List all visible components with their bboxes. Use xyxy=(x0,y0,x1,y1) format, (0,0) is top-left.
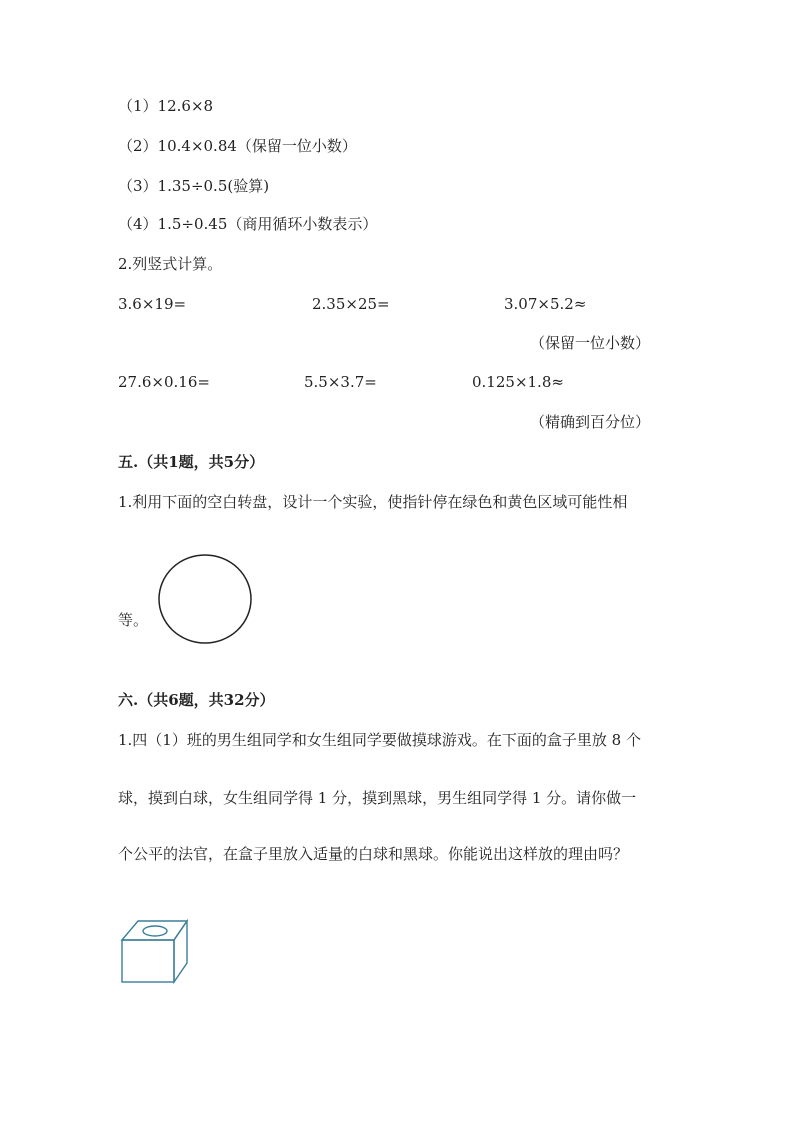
item-4: （4）1.5÷0.45（商用循环小数表示） xyxy=(118,215,378,233)
box-drawing xyxy=(120,918,190,986)
spinner-circle xyxy=(156,552,254,646)
calc-2-35x25: 2.35×25= xyxy=(312,295,390,313)
calc-27-6x0-16: 27.6×0.16= xyxy=(118,373,210,391)
question-2-title: 2.列竖式计算。 xyxy=(118,255,223,273)
calc-5-5x3-7: 5.5×3.7= xyxy=(304,373,377,391)
section-5-heading: 五.（共1题，共5分） xyxy=(118,453,265,471)
section-5-question-1-line-2: 等。 xyxy=(118,611,149,629)
calc-0-125x1-8: 0.125×1.8≈ xyxy=(472,373,564,391)
item-3: （3）1.35÷0.5(验算) xyxy=(118,177,270,195)
section-6-question-1-line-3: 个公平的法官，在盒子里放入适量的白球和黑球。你能说出这样放的理由吗？ xyxy=(118,845,629,863)
section-6-heading: 六.（共6题，共32分） xyxy=(118,691,275,709)
calc-note-hundredths: （精确到百分位） xyxy=(530,413,651,431)
calc-3-6x19: 3.6×19= xyxy=(118,295,187,313)
calc-3-07x5-2: 3.07×5.2≈ xyxy=(504,295,587,313)
item-2: （2）10.4×0.84（保留一位小数） xyxy=(118,137,357,155)
section-6-question-1-line-2: 球，摸到白球，女生组同学得 1 分，摸到黑球，男生组同学得 1 分。请你做一 xyxy=(118,789,637,807)
section-6-question-1-line-1: 1.四（1）班的男生组同学和女生组同学要做摸球游戏。在下面的盒子里放 8 个 xyxy=(118,731,641,749)
calc-note-round-one-decimal: （保留一位小数） xyxy=(530,334,651,352)
item-1: （1）12.6×8 xyxy=(118,97,214,115)
section-5-question-1-line-1: 1.利用下面的空白转盘，设计一个实验，使指针停在绿色和黄色区域可能性相 xyxy=(118,493,628,511)
